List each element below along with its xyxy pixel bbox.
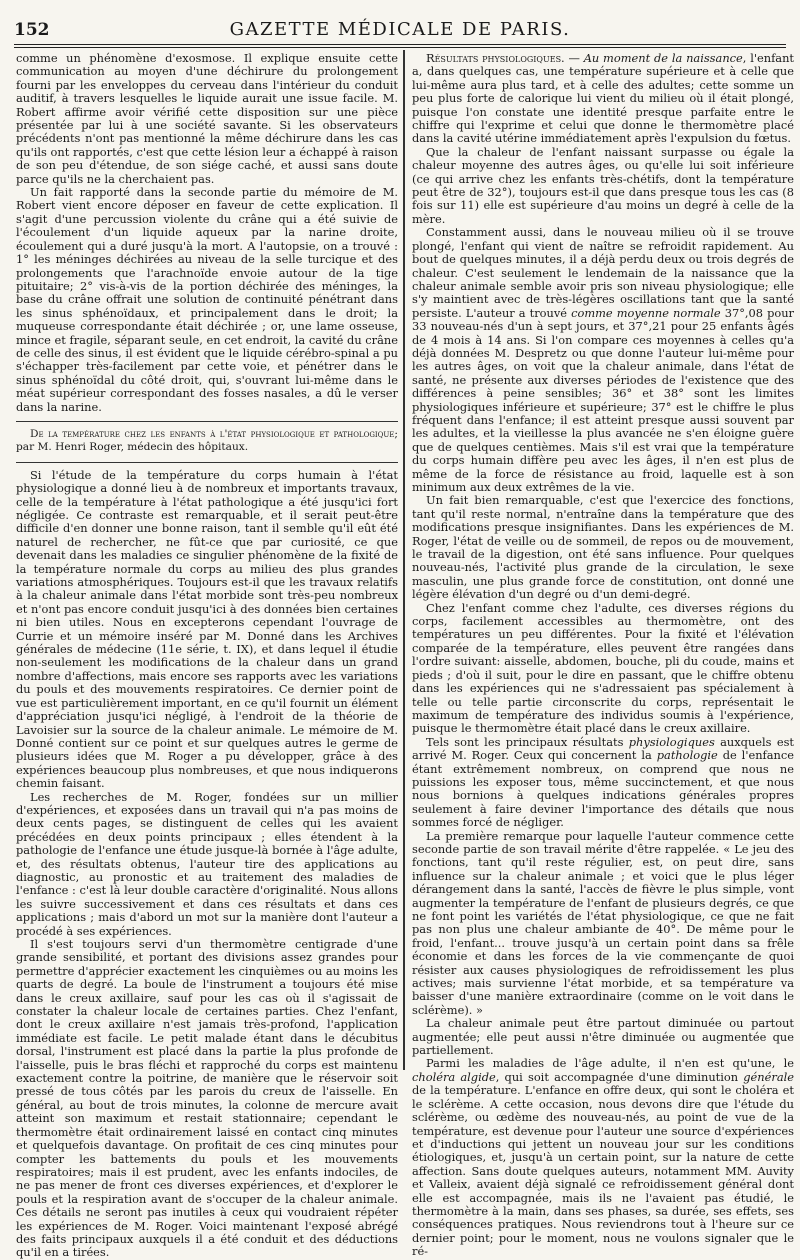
header-rule <box>14 44 786 45</box>
text-run: , qui soit accompagnée d'une diminution <box>495 1069 744 1084</box>
text-run: — <box>564 51 584 65</box>
text-run: auxquels est arrivé M. Roger. Ceux qui concernent la <box>412 734 794 763</box>
paragraph: Les recherches de M. Roger, fondées sur un millier d'expériences, et exposées dans un travail qui n'a pas moins de deux cents pages, se distinguent de celles qui les avaient précédées en deux points principaux ; elles étendent à la pathologie de l'enfance une étude jusque-là bornée à l'âge adulte, et, des résultats obtenus, l'auteur tire des applications au diagnostic, au pronostic et au traitement des maladies de l'enfance : c'est là leur double caractère d'originalité. Nous allons les suivre successivement et dans ces résultats et dans ces applications ; mais d'abord un mot sur la manière dont l'auteur a procédé à ses expériences. <box>16 789 398 938</box>
section-title-text: De la température chez les enfants à l'état physiologique et pathologique <box>30 427 395 440</box>
section-author: ; par M. Henri Roger, médecin des hôpitaux. <box>16 427 398 454</box>
text-run: , l'enfant a, dans quelques cas, une température supérieure et à celle que lui-même aura plus tard, et à celle des adultes; cette somme un peu plus forte de calorique lui vient du milieu où il était plongé, puisque l'on constate une identité presque parfaite entre le chiffre qui l'exprime et celui que donne le thermomètre placé dans la cavité utérine immédiatement après l'expulsion du fœtus. <box>412 51 794 146</box>
page-number: 152 <box>14 20 50 40</box>
left-column <box>16 51 398 1260</box>
paragraph: Un fait bien remarquable, c'est que l'exercice des fonctions, tant qu'il reste normal, n'entraîne dans la température que des modifications presque insignifiantes. Dans les expériences de M. Roger, l'état de veille ou de sommeil, de repos ou de mouvement, le travail de la digestion, ont été sans influence. Pour quelques nouveau-nés, l'activité plus grande de la circulation, le sexe masculin, une plus grande force de constitution, ont donné une légère élévation d'un degré ou d'un demi-degré. <box>412 493 794 602</box>
column-divider <box>403 50 408 1070</box>
italic-run: Au moment de la naissance <box>583 51 743 65</box>
text-run: Parmi les maladies de l'âge adulte, il n'en est qu'une, le <box>426 1056 794 1071</box>
italic-run: comme moyenne normale <box>571 305 721 320</box>
header-rule-double <box>14 47 786 48</box>
text-run: 37°,08 pour 33 nouveau-nés d'un à sept jours, et 37°,21 pour 25 enfants âgés de 4 mois à 14 ans. Si l'on compare ces moyennes à celles qu'a déjà données M. Despretz ou que donne l'auteur lui-même pour les autres âges, on voit que la chaleur animale, dans l'état de santé, ne présente aux diverses périodes de l'existence que des différences à peine sensibles; 36° et 38° sont les limites physiologiques inférieure et supérieure; 37° est le chiffre le plus fréquent dans l'enfance; il est atteint presque aussi souvent par les adultes, et la vieillesse la plus avancée ne s'en éloigne guère que de quelques centièmes. Mais s'il est vrai que la température du corps humain diffère peu avec les âges, il n'en est plus de même de la force de résistance au froid, laquelle est à son minimum aux deux extrêmes de la vie. <box>412 305 795 494</box>
journal-title: GAZETTE MÉDICALE DE PARIS. <box>229 19 571 40</box>
paragraph <box>412 52 794 146</box>
paragraph: Un fait rapporté dans la seconde partie du mémoire de M. Robert vient encore déposer en faveur de cette explication. Il s'agit d'une percussion violente du crâne qui a été suivie de l'écoulement d'un liquide aqueux par la narine droite, écoulement qui a duré jusqu'à la mort. A l'autopsie, on a trouvé : 1° les méninges déchirées au niveau de la selle turcique et des prolongements que l'arachnoïde envoie autour de la tige pituitaire; 2° vis-à-vis de la portion déchirée des méninges, la base du crâne offrait une solution de continuité pénétrant dans les sinus sphénoïdaux, et principalement dans le droit; la muqueuse correspondante était déchirée ; or, une lame osseuse, mince et fragile, séparant seule, en cet endroit, la cavité du crâne de celle des sinus, il est évident que le liquide cérébro-spinal a pu s'échapper très-facilement par cette voie, et pénétrer dans le sinus sphénoïdal du côté droit, qui, s'ouvrant lui-même dans le méat supérieur correspondant des fosses nasales, a dû le verser dans la narine. <box>16 185 398 414</box>
paragraph: La première remarque pour laquelle l'auteur commence cette seconde partie de son travail mérite d'être rappelée. « Le jeu des fonctions, tant qu'il reste régulier, est, on peut dire, sans influence sur la chaleur animale ; et voici que le plus léger dérangement dans la santé, l'accès de fièvre le plus simple, vont augmenter la température de l'enfant de plusieurs degrés, ce que ne font point les variétés de l'état physiologique, ce que ne fait pas non plus une chaleur ambiante de 40°. De même pour le froid, l'enfant... trouve jusqu'à un certain point dans sa frêle économie et dans les forces de la vie commençante de quoi résister aux causes physiologiques de refroidissement les plus actives; mais survienne l'état morbide, et sa température va baisser d'une manière extraordinaire (comme on le voit dans le sclérème). » <box>412 828 794 1017</box>
text-run: Constamment aussi, dans le nouveau milieu où il se trouve plongé, l'enfant qui vient de naître se refroidit rapidement. Au bout de quelques minutes, il a déjà perdu deux ou trois degrés de chaleur. C'est seulement le lendemain de la naissance que la chaleur animale semble avoir pris son niveau physiologique; elle s'y maintient avec de très-légères oscillations tant que la santé persiste. L'auteur a trouvé <box>412 225 794 320</box>
text-run: de la température. L'enfance en offre deux, qui sont le choléra et le sclérème. A cette occasion, nous devons dire que l'étude du sclérème, ou œdème des nouveau-nés, au point de vue de la température, est devenue pour l'auteur une source d'expériences et d'inductions qui jettent un nouveau jour sur les conditions étiologiques, et, jusqu'à un certain point, sur la nature de cette affection. Sans doute quelques auteurs, notamment MM. Auvity et Valleix, avaient déjà signalé ce refroidissement général dont elle est accompagnée, mais ils ne l'avaient pas étudié, le thermomètre à la main, dans ses phases, sa durée, ses effets, ses conséquences pratiques. Nous reviendrons tout à l'heure sur ce dernier point; pour le moment, nous ne voulons signaler que le ré- <box>412 1083 794 1259</box>
text-run: de l'enfance étant extrêmement nombreux, on comprend que nous ne puissions les exposer tous, même succinctement, et que nous nous bornions à quelques indications générales propres seulement à faire deviner l'importance des détails que nous sommes forcé de négliger. <box>412 748 795 830</box>
paragraph: Si l'étude de la température du corps humain à l'état physiologique a donné lieu à de nombreux et importants travaux, celle de la température à l'état pathologique a été jusqu'ici fort négligée. Ce contraste est remarquable, et il serait peut-être difficile d'en donner une bonne raison, tant il semble qu'il eût été naturel de rechercher, ne fût-ce que par curiosité, ce que devenait dans les maladies ce singulier phénomène de la fixité de la température normale du corps au milieu des plus grandes variations atmosphériques. Toujours est-il que les travaux relatifs à la chaleur animale dans l'état morbide sont très-peu nombreux et n'ont pas encore conduit jusqu'ici à des données bien certaines ni bien utiles. Nous en excepterons cependant l'ouvrage de Currie et un mémoire inséré par M. Donné dans les Archives générales de médecine (11e série, t. IX), et dans lequel il étudie non-seulement les modifications de la chaleur dans un grand nombre d'affections, mais encore ses rapports avec les variations du pouls et des mouvements respiratoires. Ce dernier point de vue est particulièrement important, en ce qu'il fournit un élément d'appréciation jusqu'ici négligé, à l'endroit de la théorie de Lavoisier sur la source de la chaleur animale. Le mémoire de M. Donné contient sur ce point et sur quelques autres le germe de plusieurs idées que M. Roger a pu développer, grâce à des expériences beaucoup plus nombreuses, et que nous indiquerons chemin faisant. <box>16 467 398 791</box>
italic-run: générale <box>743 1069 794 1084</box>
text-run: Tels sont les principaux résultats <box>426 734 629 749</box>
section-title <box>16 428 398 455</box>
paragraph: Chez l'enfant comme chez l'adulte, ces diverses régions du corps, facilement accessibles au thermomètre, ont des températures un peu différentes. Pour la fixité et l'élévation comparée de la température, elles peuvent être rangées dans l'ordre suivant: aisselle, abdomen, bouche, pli du coude, mains et pieds ; d'où il suit, pour le dire en passant, que le chiffre obtenu dans les expériences qui ne s'adressaient pas spécialement à telle ou telle partie circonscrite du corps, représentait le maximum de température des individus soumis à l'expérience, puisque le thermomètre était placé dans le creux axillaire. <box>412 600 794 736</box>
section-divider <box>16 462 398 463</box>
paragraph <box>412 736 794 830</box>
italic-run: physiologiques <box>628 734 715 749</box>
italic-run: pathologie <box>656 748 718 763</box>
paragraph: Il s'est toujours servi d'un thermomètre centigrade d'une grande sensibilité, et portant des divisions assez grandes pour permettre d'apprécier exactement les cinquièmes ou au moins les quarts de degré. La boule de l'instrument a toujours été mise dans le creux axillaire, sauf pour les cas où il s'agissait de constater la chaleur locale de certaines parties. Chez l'enfant, dont le creux axillaire n'est jamais très-profond, l'application immédiate est facile. Le petit malade étant dans le décubitus dorsal, l'instrument est placé dans la partie la plus profonde de l'aisselle, puis le bras fléchi et rapproché du corps est maintenu exactement contre la poitrine, de manière que le réservoir soit pressé de tous côtés par les parois du creux de l'aisselle. En général, au bout de trois minutes, la colonne de mercure avait atteint son maximum et restait stationnaire; cependant le thermomètre était ordinairement laissé en contact cinq minutes et quelquefois davantage. On profitait de ces cinq minutes pour compter les battements du pouls et les mouvements respiratoires; mais il est prudent, avec les enfants indociles, de ne pas mener de front ces diverses expériences, et d'explorer le pouls et la respiration avant de s'occuper de la chaleur animale. Ces détails ne seront pas inutiles à ceux qui voudraient répéter les expériences de M. Roger. Voici maintenant l'exposé abrégé des faits principaux auxquels il a été conduit et des déductions qu'il en a tirées. <box>16 937 398 1260</box>
paragraph: Que la chaleur de l'enfant naissant surpasse ou égale la chaleur moyenne des autres âges, ou qu'elle lui soit inférieure (ce qui arrive chez les enfants très-chétifs, dont la température peut être de 32°), toujours est-il que dans presque tous les cas (8 fois sur 11) elle est supérieure d'au moins un degré à celle de la mère. <box>412 144 794 226</box>
paragraph <box>412 226 794 494</box>
subsection-heading: Résultats physiologiques. <box>426 51 565 65</box>
paragraph <box>412 1057 794 1258</box>
section-divider <box>16 421 398 422</box>
italic-run: choléra algide <box>412 1069 496 1084</box>
paragraph: comme un phénomène d'exosmose. Il explique ensuite cette communication au moyen d'une déchirure du prolongement fourni par les enveloppes du cerveau dans l'intérieur du conduit auditif, à travers lesquelles le liquide aurait une issue facile. M. Robert affirme avoir vérifié cette disposition sur une pièce présentée par lui à une société savante. Si les observateurs précédents n'ont pas mentionné la même déchirure dans les cas qu'ils ont rapportés, c'est que cette lésion leur a échappé à raison de son peu d'étendue, de son siége caché, et aussi sans doute parce qu'ils ne la cherchaient pas. <box>16 51 398 186</box>
right-column <box>412 51 795 1259</box>
page-header <box>14 14 786 40</box>
paragraph: La chaleur animale peut être partout diminuée ou partout augmentée; elle peut aussi n'être diminuée ou augmentée que partiellement. <box>412 1016 794 1058</box>
